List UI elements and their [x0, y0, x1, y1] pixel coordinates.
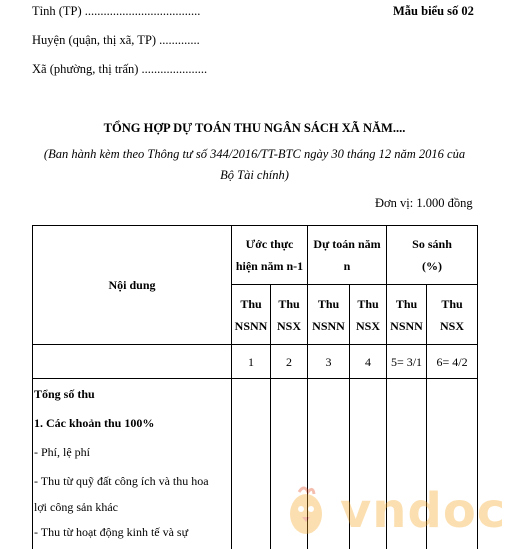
unit-label: Đơn vị: 1.000 đồng — [375, 196, 473, 210]
row-section-1: 1. Các khoản thu 100% — [34, 416, 155, 430]
sub-header: Thu NSX — [350, 285, 387, 345]
column-number: 3 — [308, 345, 350, 379]
column-number: 2 — [271, 345, 308, 379]
commune-line: Xã (phường, thị trấn) ..................... — [32, 62, 208, 76]
column-number: 1 — [232, 345, 271, 379]
group-budget-year: Dự toán năm n — [308, 226, 387, 285]
col-content-header: Nội dung — [33, 226, 232, 345]
sub-header: Thu NSNN — [232, 285, 271, 345]
row-land-line1: - Thu từ quỹ đất công ích và thu hoa — [34, 474, 209, 488]
row-total: Tổng số thu — [34, 387, 95, 401]
document-title: TỔNG HỢP DỰ TOÁN THU NGÂN SÁCH XÃ NĂM.... — [103, 121, 406, 135]
sub-header: Thu NSNN — [387, 285, 427, 345]
value-cell — [232, 379, 271, 549]
group-estimate-prev-year: Ước thực hiện năm n-1 — [232, 226, 308, 285]
form-number: Mẫu biểu số 02 — [393, 4, 474, 18]
row-land-line2: lợi công sản khác — [34, 500, 118, 514]
sub-header: Thu NSX — [271, 285, 308, 345]
row-economic: - Thu từ hoạt động kinh tế và sự — [34, 525, 189, 539]
document-subtitle-line1: (Ban hành kèm theo Thông tư số 344/2016/TT-BTC ngày 30 tháng 12 năm 2016 của — [43, 147, 466, 161]
header-row-groups — [33, 226, 478, 285]
sub-header: Thu NSNN — [308, 285, 350, 345]
watermark-logo — [282, 484, 507, 541]
column-number-row — [33, 345, 478, 379]
column-number: 6= 4/2 — [427, 345, 478, 379]
province-line: Tỉnh (TP) ..................................... — [32, 4, 201, 18]
group-comparison: So sánh (%) — [387, 226, 478, 285]
sub-header: Thu NSX — [427, 285, 478, 345]
content-cell — [33, 379, 232, 549]
document-subtitle-line2: Bộ Tài chính) — [220, 168, 289, 182]
column-number: 4 — [350, 345, 387, 379]
watermark-text: vndoc — [340, 483, 507, 539]
row-fees: - Phí, lệ phí — [34, 445, 90, 459]
column-number — [33, 345, 232, 379]
district-line: Huyện (quận, thị xã, TP) ............. — [32, 33, 200, 47]
column-number: 5= 3/1 — [387, 345, 427, 379]
